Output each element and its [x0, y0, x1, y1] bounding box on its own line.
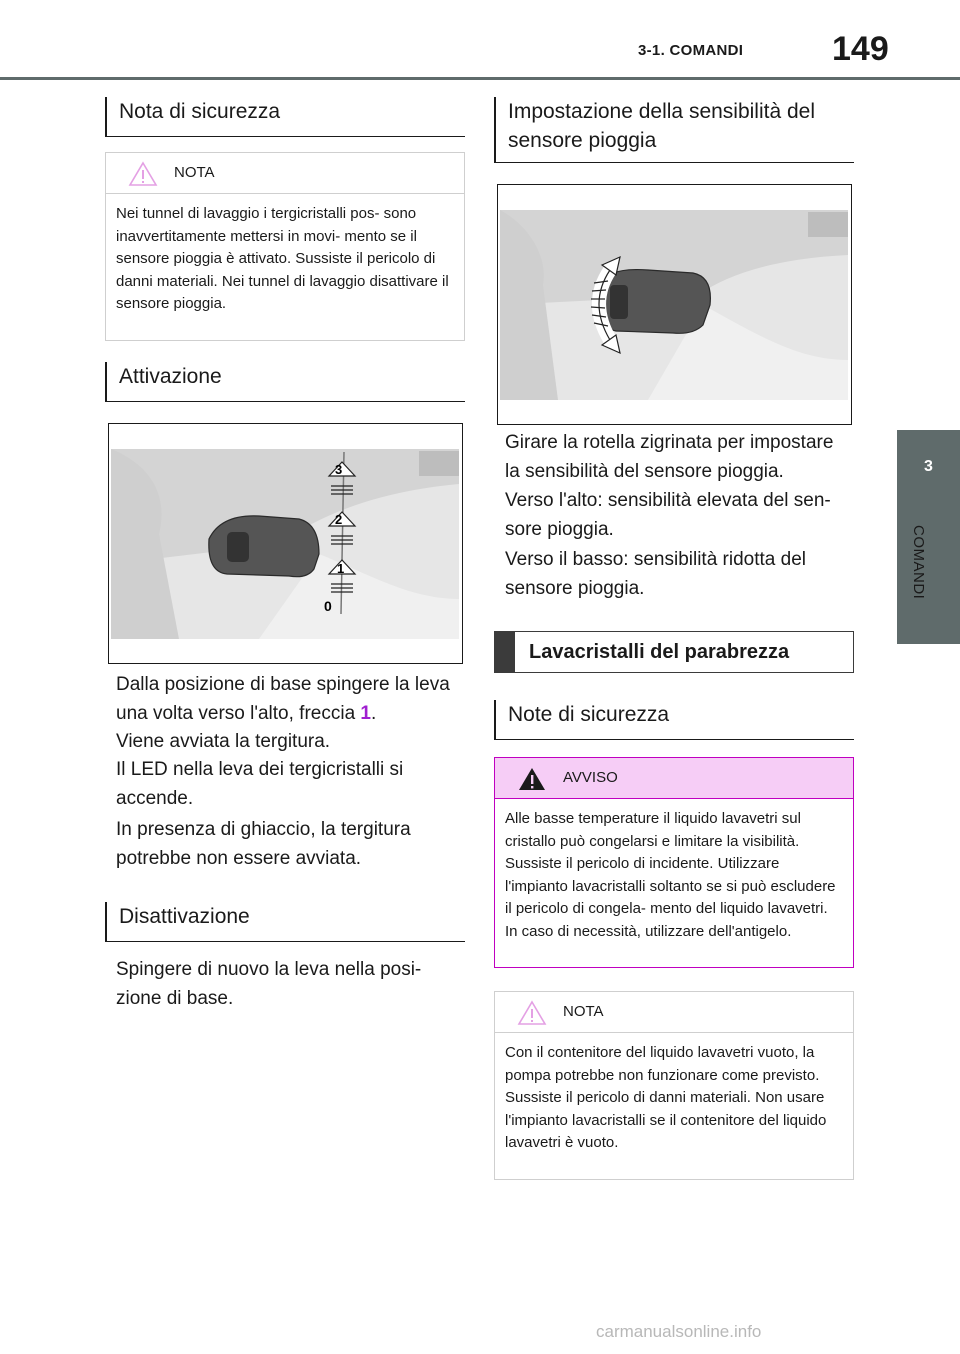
heading-text: Disattivazione	[119, 905, 250, 928]
warning-triangle-icon	[517, 1000, 547, 1026]
heading-safety-notes	[494, 700, 854, 740]
figure-wiper-lever	[108, 423, 463, 664]
paragraph-activation-3: Il LED nella leva dei tergicristalli si accende.	[116, 759, 404, 809]
nota-box-1	[105, 152, 465, 341]
heading-text: Impostazione della sensibilità del sensore pioggia	[508, 100, 816, 152]
text: .	[371, 703, 377, 724]
text: Dalla posizione di base spingere la leva una volta verso l'alto, freccia	[116, 674, 450, 724]
avviso-header	[495, 758, 853, 799]
heading-deactivation	[105, 902, 465, 942]
knurled-wheel-illustration	[498, 185, 850, 423]
chapter-number: 3	[924, 458, 933, 475]
avviso-label: AVVISO	[563, 769, 618, 786]
paragraph-sensitivity-1: Girare la rotella zigrinata per impostare la sensibilità del sensore pioggia.	[505, 432, 834, 482]
paragraph-sensitivity-2: Verso l'alto: sensibilità elevata del sen- sore pioggia.	[505, 490, 831, 540]
figure-knurled-wheel	[497, 184, 852, 425]
avviso-text: Alle basse temperature il liquido lavavetri sul cristallo può congelarsi e limitare la visibilità. Sussiste il pericolo di incidente. Utilizzare l'impianto lavacristalli soltanto se si può escludere il pericolo di congela- mento del liquido lavavetri. In caso di necessità, utilizzare dell'antigelo.	[505, 810, 836, 940]
heading-text: Note di sicurezza	[508, 703, 670, 726]
nota-label: NOTA	[174, 164, 215, 181]
watermark: carmanualsonline.info	[596, 1322, 762, 1341]
paragraph-sensitivity-3: Verso il basso: sensibilità ridotta del sensore pioggia.	[505, 549, 806, 599]
heading-windscreen-washer: Lavacristalli del parabrezza	[494, 631, 854, 673]
lever-position-2: 2	[335, 512, 343, 527]
lever-position-3: 3	[335, 462, 343, 477]
wiper-lever-illustration	[109, 424, 461, 662]
paragraph-activation-4: In presenza di ghiaccio, la tergitura potrebbe non essere avviata.	[116, 819, 411, 869]
section-title: 3-1. COMANDI	[638, 42, 744, 59]
nota-text: Nei tunnel di lavaggio i tergicristalli pos- sono inavvertitamente mettersi in movi- mento se il sensore pioggia è attivato. Sussiste il pericolo di danni materiali. Nei tunnel di lavaggio disattivare il sensore pioggia.	[116, 205, 449, 312]
nota-label: NOTA	[563, 1003, 604, 1020]
page-number: 149	[832, 30, 889, 68]
lever-position-1: 1	[337, 561, 345, 576]
heading-safety-note	[105, 97, 465, 137]
paragraph-deactivation: Spingere di nuovo la leva nella posi- zione di base.	[116, 959, 422, 1009]
header-rule	[0, 77, 960, 80]
warning-triangle-icon	[517, 766, 547, 792]
heading-text: Attivazione	[119, 365, 222, 388]
warning-triangle-icon	[128, 161, 158, 187]
arrow-reference: 1	[360, 703, 371, 724]
nota-header	[495, 992, 853, 1033]
heading-sensitivity	[494, 97, 854, 163]
heading-text: Nota di sicurezza	[119, 100, 281, 123]
chapter-label: COMANDI	[910, 525, 927, 600]
heading-activation	[105, 362, 465, 402]
paragraph-activation-2: Viene avviata la tergitura.	[116, 731, 331, 752]
nota-text: Con il contenitore del liquido lavavetri vuoto, la pompa potrebbe non funzionare come previsto. Sussiste il pericolo di danni materiali. Non usare l'impianto lavacristalli se il contenitore del liquido lavavetri è vuoto.	[505, 1044, 827, 1151]
lever-position-0: 0	[324, 598, 332, 614]
paragraph-activation-1	[116, 670, 461, 728]
nota-header	[106, 153, 464, 194]
nota-box-2	[494, 991, 854, 1180]
avviso-box	[494, 757, 854, 968]
